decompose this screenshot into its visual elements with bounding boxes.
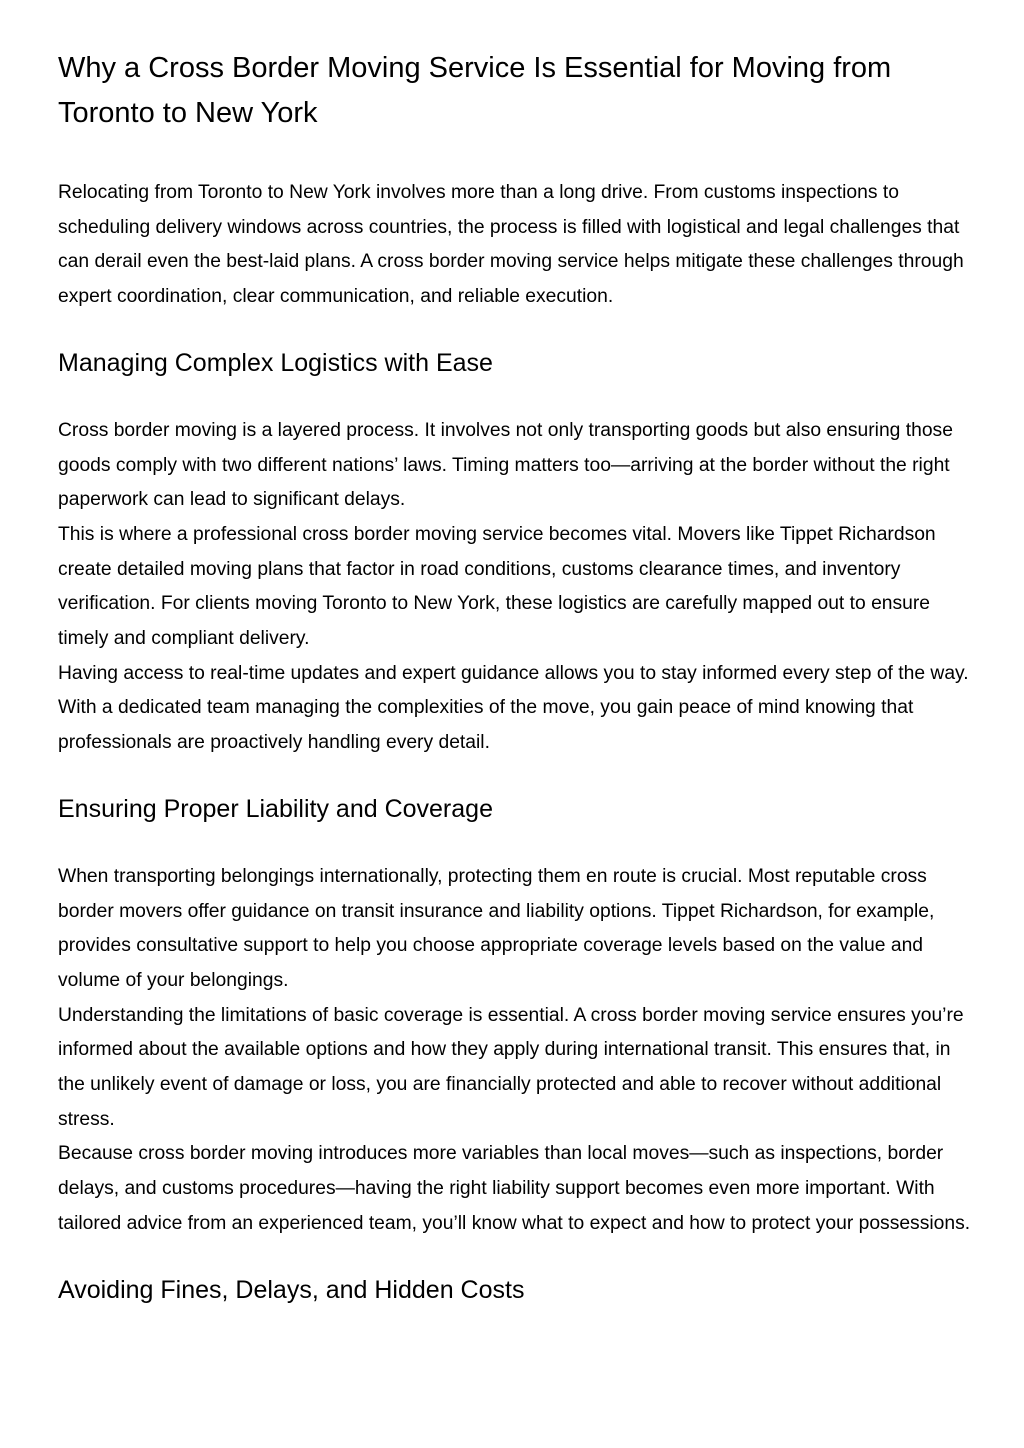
page-title: Why a Cross Border Moving Service Is Essential for Moving from Toronto to New York [58, 52, 892, 129]
section-heading-fines: Avoiding Fines, Delays, and Hidden Costs [58, 1275, 525, 1304]
section-heading-logistics: Managing Complex Logistics with Ease [58, 348, 493, 377]
section-heading-liability: Ensuring Proper Liability and Coverage [58, 794, 493, 823]
document-page [58, 46, 973, 1307]
logistics-paragraph-2: This is where a professional cross border moving service becomes vital. Movers like Tippet Richardson create detailed moving plans that factor in road conditions, customs clearance times, and inventory verification. For clients moving Toronto to New York, these logistics are carefully mapped out to ensure timely and compliant delivery. [58, 523, 936, 650]
liability-paragraph-2: Understanding the limitations of basic coverage is essential. A cross border moving service ensures you’re informed about the available options and how they apply during international transit. This ensures that, in the unlikely event of damage or loss, you are financially protected and able to recover without additional stress. [58, 1004, 964, 1130]
logistics-paragraph-3: Having access to real-time updates and expert guidance allows you to stay informed every step of the way. With a dedicated team managing the complexities of the move, you gain peace of mind knowing that professionals are proactively handling every detail. [58, 662, 969, 754]
intro-paragraph: Relocating from Toronto to New York involves more than a long drive. From customs inspections to scheduling delivery windows across countries, the process is filled with logistical and legal challenges that can derail even the best-laid plans. A cross border moving service helps mitigate these challenges through expert coordination, clear communication, and reliable execution. [58, 182, 964, 308]
liability-paragraph-3: Because cross border moving introduces more variables than local moves—such as inspections, border delays, and customs procedures—having the right liability support becomes even more important. With tailored advice from an experienced team, you’ll know what to expect and how to protect your possessions. [58, 1143, 971, 1234]
logistics-paragraph-1: Cross border moving is a layered process. It involves not only transporting goods but also ensuring those goods comply with two different nations’ laws. Timing matters too—arriving at the border without the right paperwork can lead to significant delays. [58, 419, 953, 511]
liability-paragraph-1: When transporting belongings internationally, protecting them en route is crucial. Most reputable cross border movers offer guidance on transit insurance and liability options. Tippet Richardson, for example, provides consultative support to help you choose appropriate coverage levels based on the value and volume of your belongings. [58, 865, 935, 991]
